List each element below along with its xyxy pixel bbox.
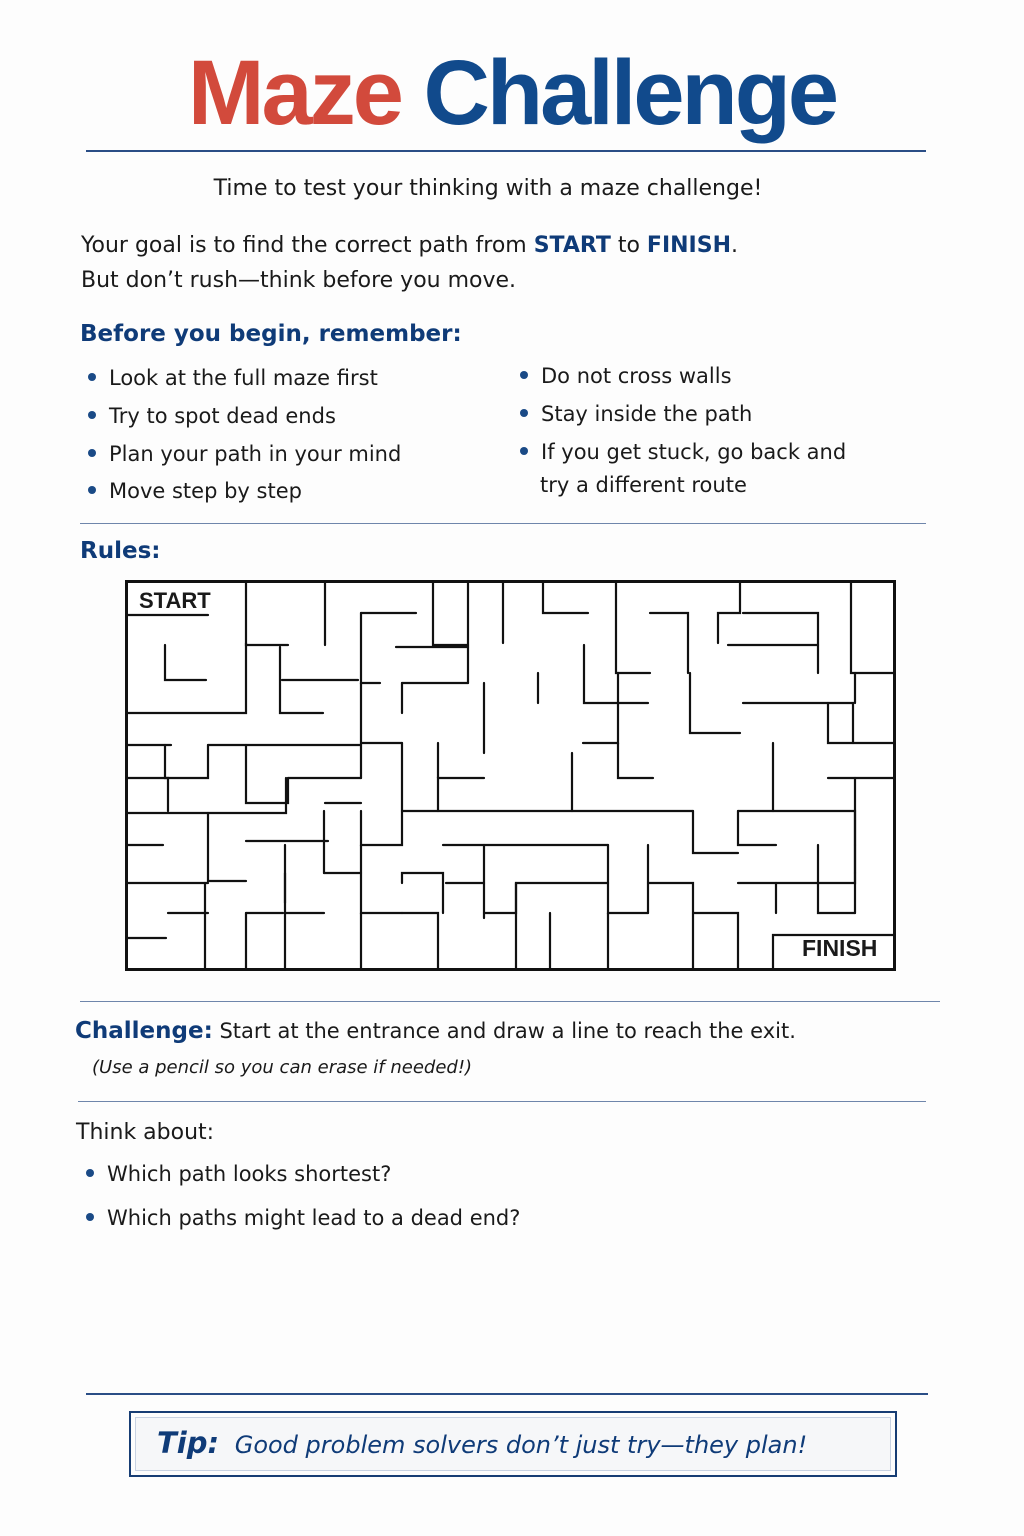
goal-paragraph [81,228,738,298]
bullet-dot [86,1169,94,1177]
goal-finish-word: FINISH [646,233,731,258]
think-item-text: Which path looks shortest? [107,1162,392,1186]
bullet-dot [88,449,96,457]
bullet-dot [88,486,96,494]
remember-item [88,479,302,503]
remember-item-text: Plan your path in your mind [109,442,402,466]
remember-item [88,366,378,390]
bullet-dot [86,1213,94,1221]
remember-item-text: If you get stuck, go back and [541,440,847,464]
think-heading: Think about: [76,1120,215,1145]
maze-finish-label: FINISH [802,935,878,961]
challenge-label: Challenge: [75,1018,213,1044]
remember-item [88,404,336,428]
bullet-dot [88,411,96,419]
title-divider [86,150,926,152]
remember-item-text: Stay inside the path [541,402,753,426]
section-divider [80,523,926,524]
title-word-challenge: Challenge [423,42,837,144]
goal-line-2: But don’t rush—think before you move. [81,268,517,293]
maze-walls [128,583,893,968]
maze[interactable] [125,580,896,971]
remember-item [88,442,401,466]
goal-suffix: . [731,233,738,258]
maze-start-label: START [139,588,211,613]
page-title [0,38,1024,148]
think-item [86,1206,520,1230]
tip-label: Tip: [157,1426,220,1460]
think-item-text: Which paths might lead to a dead end? [107,1206,521,1230]
remember-item [520,440,846,464]
think-item [86,1162,391,1186]
challenge-line [75,1018,796,1044]
tip-text: Good problem solvers don’t just try—they plan! [234,1431,808,1459]
bullet-dot [88,373,96,381]
remember-heading: Before you begin, remember: [80,321,462,347]
goal-mid: to [610,233,647,258]
intro-text: Time to test your thinking with a maze challenge! [213,176,763,201]
remember-item-continued: try a different route [540,473,747,497]
remember-item [520,364,732,388]
goal-start-word: START [533,233,611,258]
title-word-maze: Maze [187,42,401,144]
tip-divider [86,1393,928,1395]
remember-item-text: Try to spot dead ends [109,404,336,428]
rules-heading: Rules: [80,538,161,564]
goal-line-1 [81,228,738,263]
remember-item-text: Do not cross walls [541,364,732,388]
section-divider [78,1101,926,1102]
bullet-dot [520,371,528,379]
remember-item-text: Look at the full maze first [109,366,378,390]
bullet-dot [520,447,528,455]
remember-item [520,402,752,426]
challenge-note: (Use a pencil so you can erase if needed!) [92,1057,473,1078]
remember-item-text: Move step by step [109,479,302,503]
goal-prefix: Your goal is to find the correct path from [81,233,534,258]
challenge-text: Start at the entrance and draw a line to reach the exit. [219,1019,796,1043]
bullet-dot [520,409,528,417]
section-divider [80,1001,940,1002]
tip-line [157,1426,807,1460]
